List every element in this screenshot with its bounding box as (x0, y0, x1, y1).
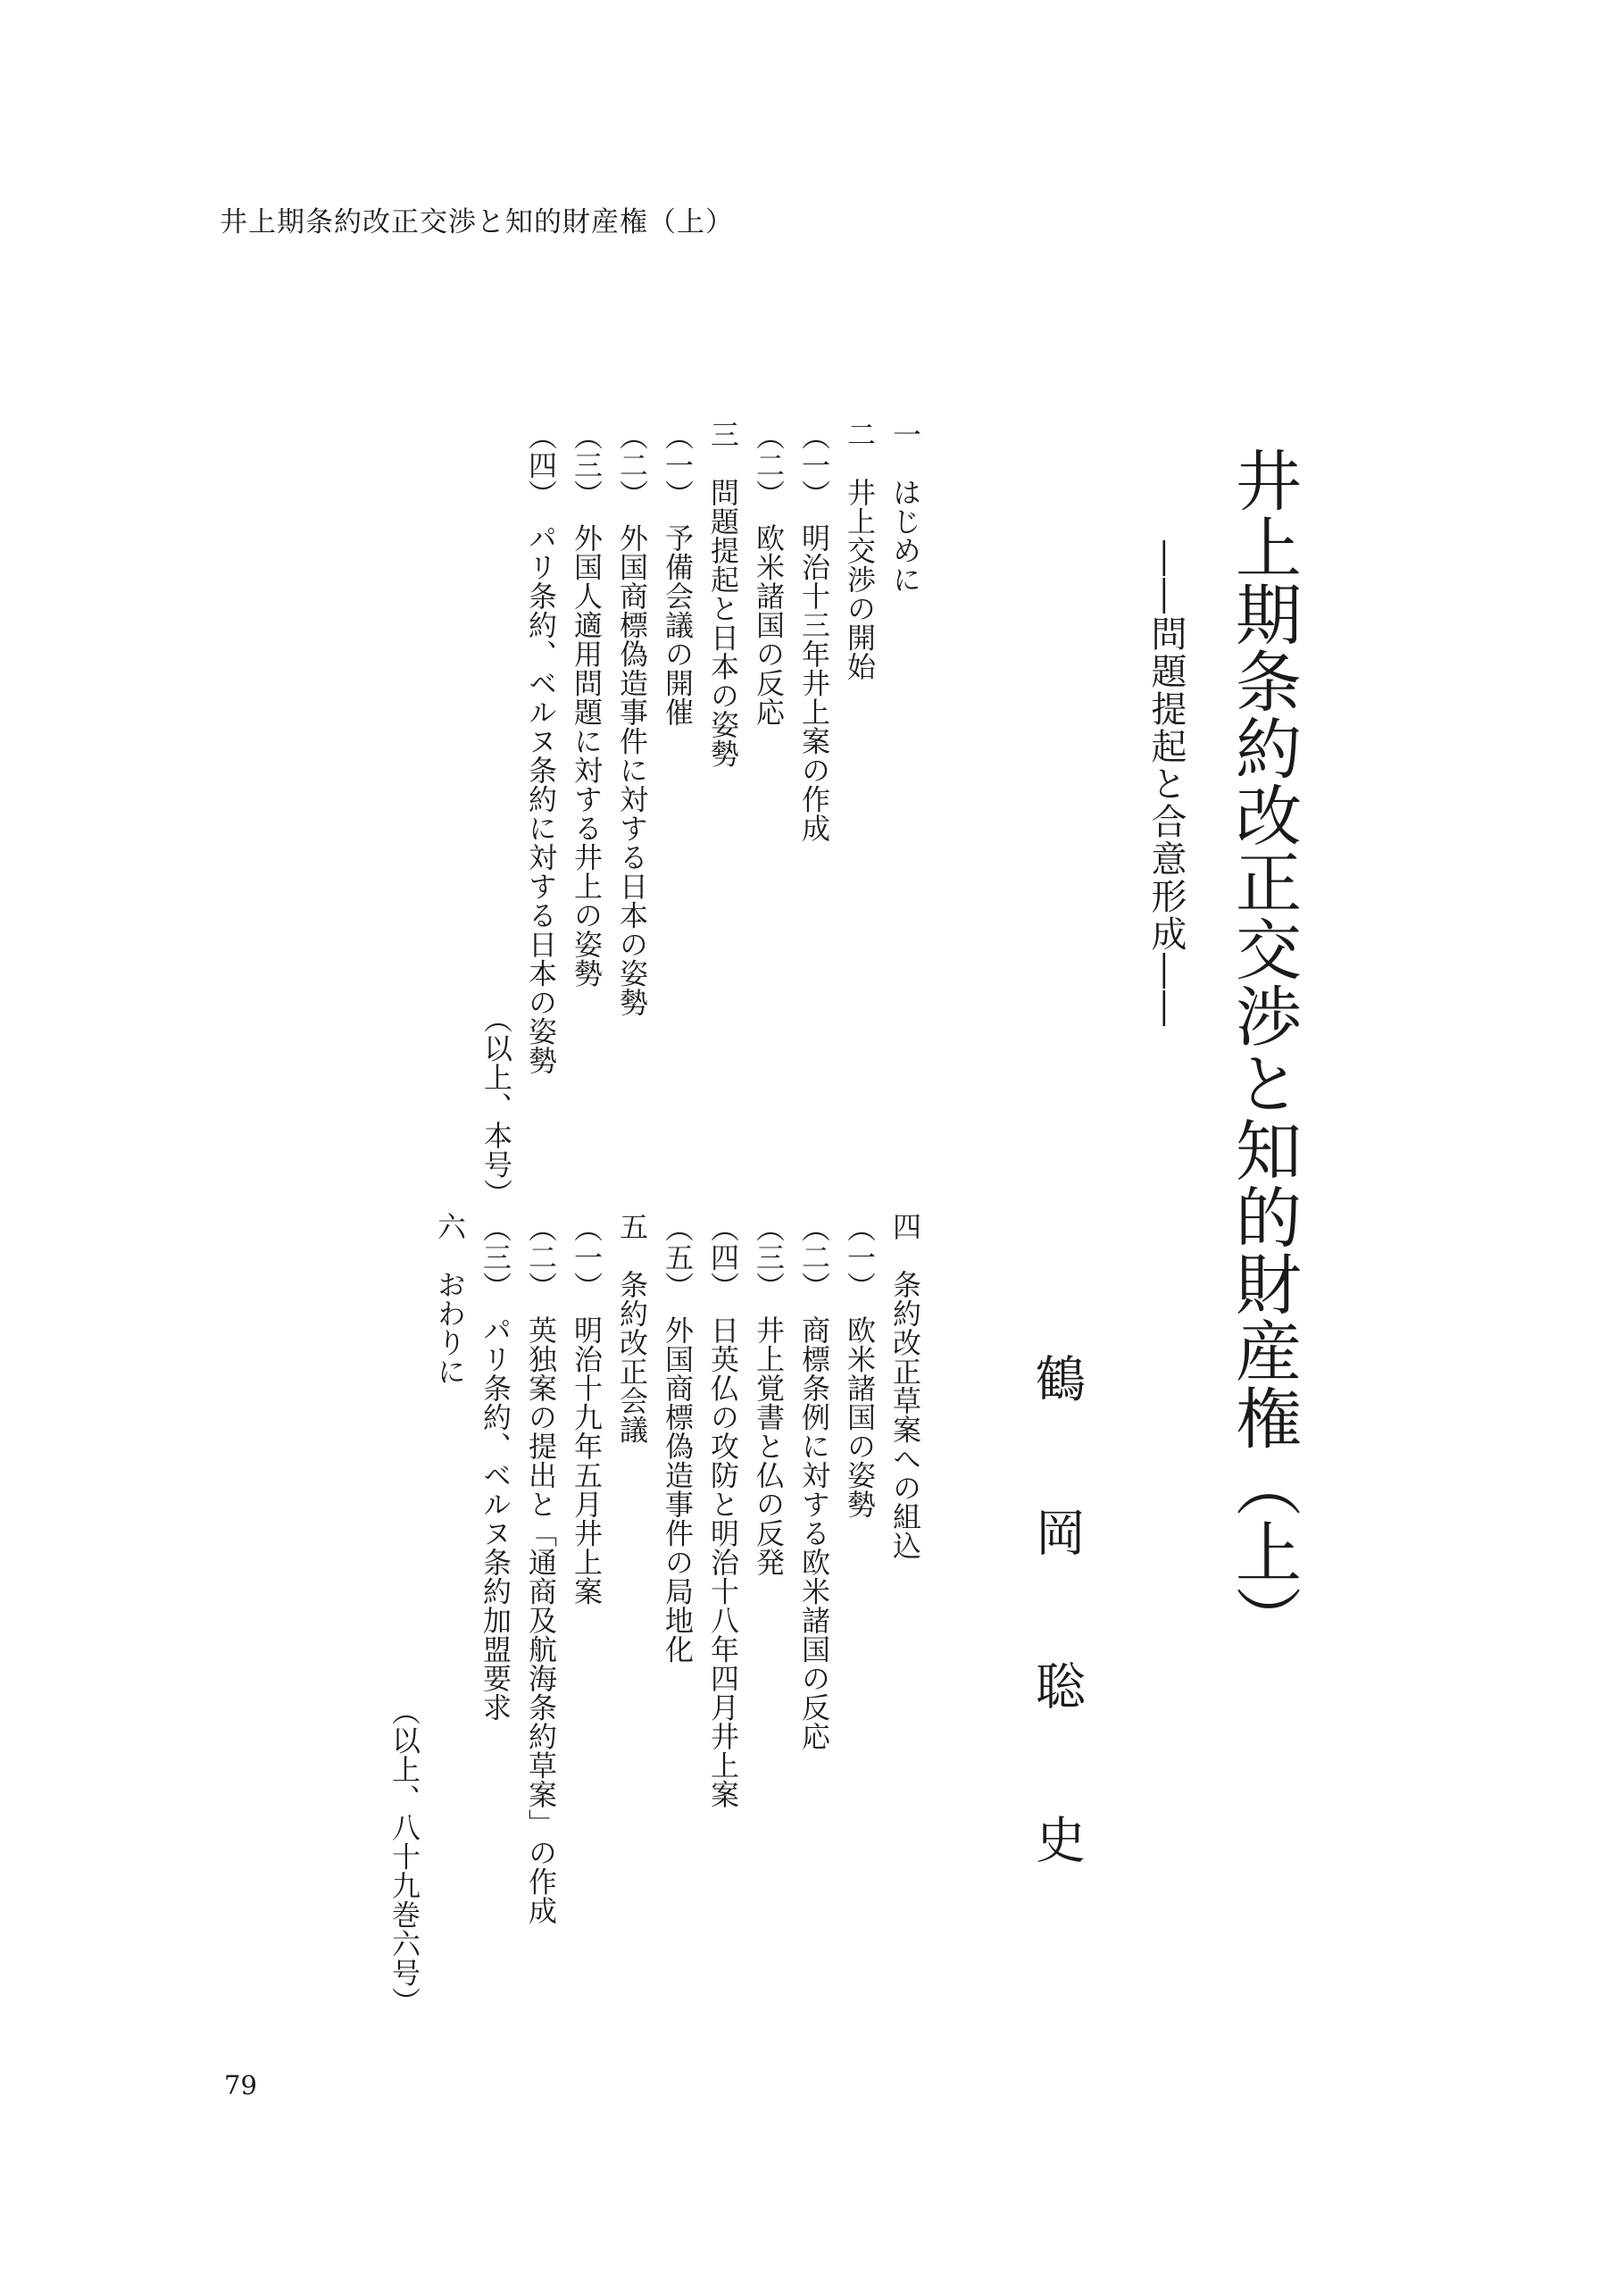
toc-item: 五 条約改正会議 (615, 1212, 649, 1444)
toc-item: （一） 予備会議の開催 (661, 422, 695, 727)
toc-item: （二） 欧米諸国の反応 (752, 422, 786, 727)
article-subtitle: ――問題提起と合意形成―― (1145, 540, 1187, 1028)
toc-item: （一） 明治十九年五月井上案 (570, 1214, 604, 1606)
toc-item: 六 おわりに (433, 1212, 467, 1386)
toc-item: （五） 外国商標偽造事件の局地化 (661, 1214, 695, 1664)
toc-item: 四 条約改正草案への組込 (888, 1212, 922, 1560)
toc-item: （二） 英独案の提出と「通商及航海条約草案」の作成 (524, 1214, 558, 1925)
toc-note: （以上、八十九巻六号） (387, 1697, 421, 2016)
toc-item: 一 はじめに (888, 420, 922, 594)
article-title: 井上期条約改正交渉と知的財産権（上） (1225, 447, 1302, 1652)
toc-item: （二） 商標条例に対する欧米諸国の反応 (797, 1214, 831, 1751)
toc-item: （四） パリ条約、ベルヌ条約に対する日本の姿勢 (524, 422, 558, 1075)
toc-item: （一） 欧米諸国の姿勢 (843, 1214, 877, 1519)
toc-item: （二） 外国商標偽造事件に対する日本の姿勢 (615, 422, 649, 1017)
toc-item: （三） パリ条約、ベルヌ条約加盟要求 (479, 1214, 512, 1722)
toc-note: （以上、本号） (479, 1005, 513, 1208)
page-number: 79 (224, 2070, 257, 2100)
toc-item: （三） 井上覚書と仏の反発 (752, 1214, 786, 1577)
toc-item: （一） 明治十三年井上案の作成 (797, 422, 831, 843)
toc-item: 三 問題提起と日本の姿勢 (706, 420, 740, 768)
author-name: 鶴岡聡史 (1028, 1353, 1086, 1967)
toc-item: （三） 外国人適用問題に対する井上の姿勢 (570, 422, 604, 988)
toc-item: （四） 日英仏の攻防と明治十八年四月井上案 (706, 1214, 740, 1809)
toc-item: 二 井上交渉の開始 (843, 420, 877, 681)
running-head: 井上期条約改正交渉と知的財産権（上） (220, 206, 734, 238)
